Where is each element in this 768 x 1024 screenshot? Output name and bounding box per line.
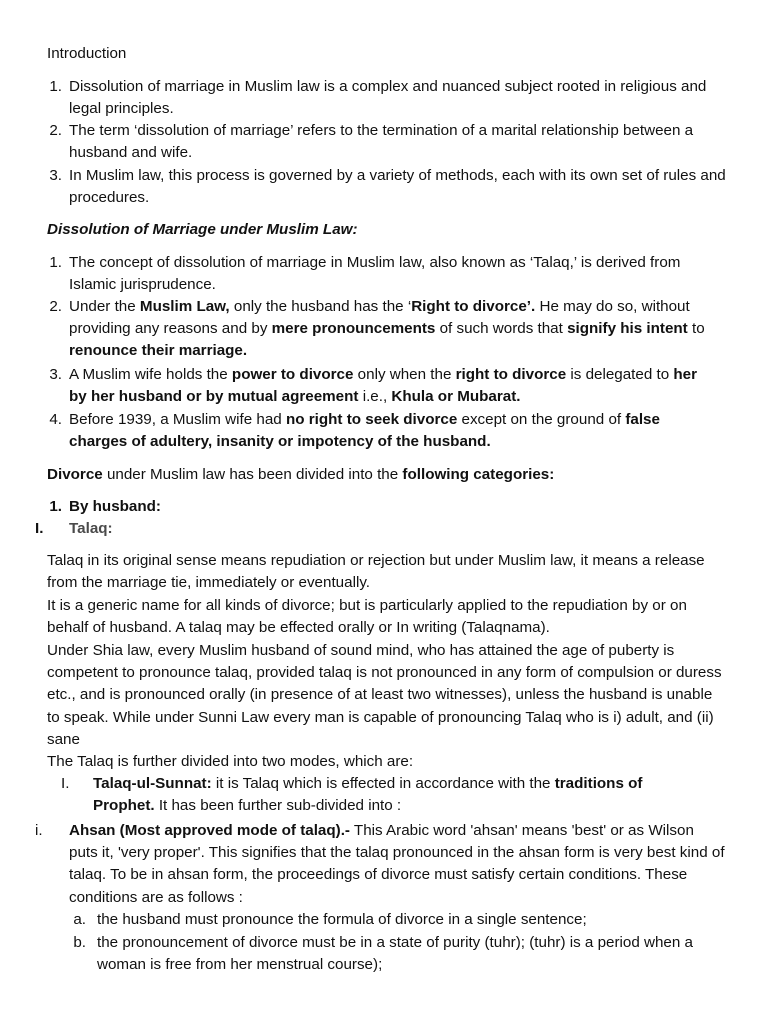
list-text: Under the Muslim Law, only the husband has the ‘Right to divorce’. He may do so, without providing any reasons and by mere pronouncements of such words that signify his intent to renounce their marriage.	[69, 298, 705, 360]
intro-heading: Introduction	[47, 45, 127, 62]
list-text: A Muslim wife holds the power to divorce only when the right to divorce is delegated to her by her husband or by mutual agreement i.e., Khula or Mubarat.	[69, 366, 698, 406]
list-text: Before 1939, a Muslim wife had no right to seek divorce except on the ground of false charges of adultery, insanity or impotency of the husband.	[69, 411, 660, 451]
list-number: 1.	[49, 78, 62, 95]
talaq-paragraph: It is a generic name for all kinds of divorce; but is particularly applied to the repudiation by or on behalf of husband. A talaq may be effected orally or In writing (Talaqnama).	[47, 597, 687, 637]
list-number: i.	[35, 822, 43, 839]
list-text: The term ‘dissolution of marriage’ refers to the termination of a marital relationship between a husband and wife.	[69, 122, 694, 162]
list-number: 3.	[49, 366, 62, 383]
talaq-paragraph: The Talaq is further divided into two modes, which are:	[47, 753, 414, 770]
list-text: the pronouncement of divorce must be in a state of purity (tuhr); (tuhr) is a period when a woman is free from her menstrual course);	[97, 934, 693, 974]
list-number: 2.	[49, 122, 62, 139]
section-heading: Dissolution of Marriage under Muslim Law:	[47, 221, 358, 238]
categories-line: Divorce under Muslim law has been divided into the following categories:	[47, 466, 555, 483]
list-number: I.	[61, 775, 70, 792]
talaq-paragraph: Talaq in its original sense means repudiation or rejection but under Muslim law, it means a release from the marriage tie, immediately or eventually.	[47, 552, 705, 592]
list-number: 2.	[49, 298, 62, 315]
list-number: 1.	[49, 254, 62, 271]
list-text: the husband must pronounce the formula of divorce in a single sentence;	[97, 911, 587, 928]
list-number: b.	[73, 934, 86, 951]
list-text: The concept of dissolution of marriage in Muslim law, also known as ‘Talaq,’ is derived from Islamic jurisprudence.	[69, 254, 681, 294]
list-text: Talaq-ul-Sunnat: it is Talaq which is effected in accordance with the traditions of Prophet. It has been further sub-divided into :	[93, 775, 643, 815]
list-text: Dissolution of marriage in Muslim law is a complex and nuanced subject rooted in religious and legal principles.	[69, 78, 707, 118]
list-number: 3.	[49, 167, 62, 184]
list-number: 4.	[49, 411, 62, 428]
list-text: In Muslim law, this process is governed by a variety of methods, each with its own set of rules and procedures.	[69, 167, 726, 207]
list-number: a.	[73, 911, 86, 928]
list-text: Ahsan (Most approved mode of talaq).- This Arabic word 'ahsan' means 'best' or as Wilson puts it, 'very proper'. This signifies that the talaq pronounced in the ahsan form is very best kind of talaq. To be in ahsan form, the proceedings of divorce must satisfy certain conditions. These conditions are as follows :	[69, 822, 725, 906]
document-page: Introduction 1. Dissolution of marriage in Muslim law is a complex and nuanced subject rooted in religious and legal principles. 2. The term ‘dissolution of marriage’ refers to the termination of a marital relationship between a husband and wife. 3. In Muslim law, this process is governed by a variety of methods, each with its own set of rules and procedures. Dissolution of Marriage under Muslim Law: 1. The concept of dissolution of marriage in Muslim law, also known as ‘Talaq,’ is derived from Islamic jurisprudence. 2. Under the Muslim Law, only the husband has the ‘Right to divorce’. He may do so, without providing any reasons and by mere pronouncements of such words that signify his intent to renounce their marriage. 3. A Muslim wife holds the power to divorce only when the right to divorce is delegated to her by her husband or by mutual agreement i.e., Khula or Mubarat. 4. Before 1939, a Muslim wife had no right to seek divorce except on the ground of false charges of adultery, insanity or impotency of the husband. Divorce under Muslim law has been divided into the following categories: 1. By husband: I. Talaq: Talaq in its original sense means repudiation or rejection but under Muslim law, it means a release from the marriage tie, immediately or eventually. It is a generic name for all kinds of divorce; but is particularly applied to the repudiation by or on behalf of husband. A talaq may be effected orally or In writing (Talaqnama). Under Shia law, every Muslim husband of sound mind, who has attained the age of puberty is competent to pronounce talaq, provided talaq is not pronounced in any form of compulsion or duress etc., and is pronounced orally (in presence of at least two witnesses), unless the husband is unable to speak. While under Sunni Law every man is capable of pronouncing Talaq who is i) adult, and (ii) sane The Talaq is further divided into two modes, which are: I. Talaq-ul-Sunnat: it is Talaq which is effected in accordance with the traditions of Prophet. It has been further sub-divided into : i. Ahsan (Most approved mode of talaq).- This Arabic word 'ahsan' means 'best' or as Wilson puts it, 'very proper'. This signifies that the talaq pronounced in the ahsan form is very best kind of talaq. To be in ahsan form, the proceedings of divorce must satisfy certain conditions. These conditions are as follows : a. the husband must pronounce the formula of divorce in a single sentence; b. the pronouncement of divorce must be in a state of purity (tuhr); (tuhr) is a period when a woman is free from her menstrual course);	[0, 0, 768, 1024]
talaq-paragraph: Under Shia law, every Muslim husband of sound mind, who has attained the age of puberty is competent to pronounce talaq, provided talaq is not pronounced in any form of compulsion or duress etc., and is pronounced orally (in presence of at least two witnesses), unless the husband is unable to speak. While under Sunni Law every man is capable of pronouncing Talaq who is i) adult, and (ii) sane	[47, 642, 722, 748]
